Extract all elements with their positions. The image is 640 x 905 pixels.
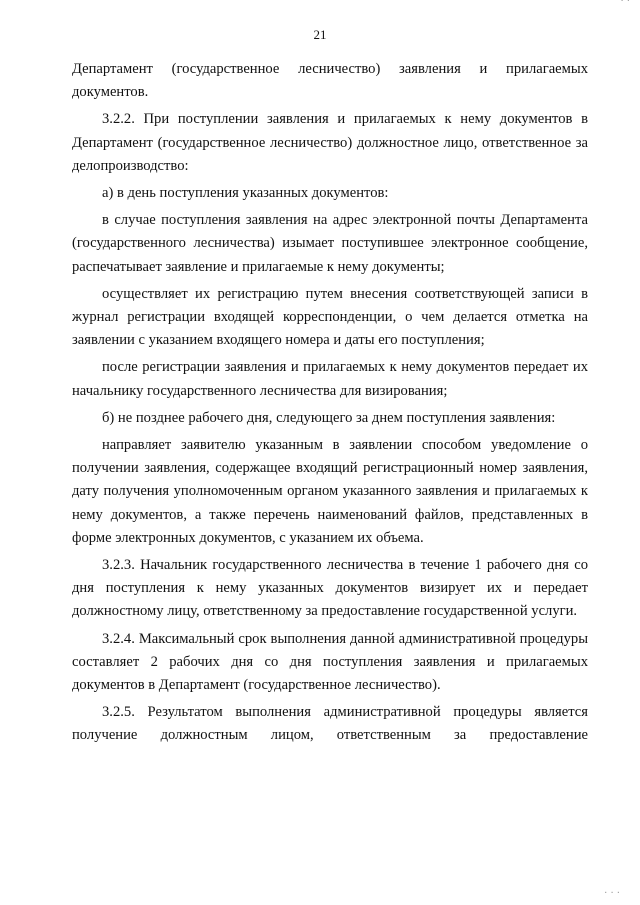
paragraph-3-2-3: 3.2.3. Начальник государственного лесничества в течение 1 рабочего дня со дня поступления к нему указанных документов визирует их и передает должностному лицу, ответственному за предоставление государственной услуги. <box>72 557 588 620</box>
paragraph-3-2-2: 3.2.2. При поступлении заявления и прилагаемых к нему документов в Департамент (государственное лесничество) должностное лицо, ответственное за делопроизводство: <box>72 111 588 174</box>
paragraph-3-2-4: 3.2.4. Максимальный срок выполнения данной административной процедуры составляет 2 рабочих дня со дня поступления заявления и прилагаемых документов в Департамент (государственное лесничество). <box>72 630 588 694</box>
paragraph-3-2-5: 3.2.5. Результатом выполнения административной процедуры является получение должностным лицом, ответственным за предоставление <box>72 704 588 744</box>
paragraph-continuation: Департамент (государственное лесничество) заявления и прилагаемых документов. <box>72 61 588 101</box>
paragraph-item-a: а) в день поступления указанных документов: <box>102 185 389 202</box>
paragraph-email-receipt: в случае поступления заявления на адрес электронной почты Департамента (государственного лесничества) изымает поступившее электронное сообщение, распечатывает заявление и прилагаемые к нему документы; <box>72 212 588 275</box>
paragraph-notification: направляет заявителю указанным в заявлении способом уведомление о получении заявления, содержащее входящий регистрационный номер заявления, дату получения уполномоченным органом указанного заявления и прилагаемых к нему документов, а также перечень наименований файлов, представленных в форме электронных документов, с указанием их объема. <box>72 437 588 546</box>
document-body <box>72 58 588 752</box>
paragraph-transfer-to-head: после регистрации заявления и прилагаемых к нему документов передает их начальнику государственного лесничества для визирования; <box>72 359 588 399</box>
paragraph-registration: осуществляет их регистрацию путем внесения соответствующей записи в журнал регистрации входящей корреспонденции, о чем делается отметка на заявлении с указанием входящего номера и даты его поступления; <box>72 285 588 349</box>
page-number: 21 <box>313 27 327 42</box>
scan-edge-mark-bottom: · · · <box>604 888 620 899</box>
paragraph-item-b: б) не позднее рабочего дня, следующего за днем поступления заявления: <box>102 409 556 426</box>
scan-edge-mark-top: · · <box>620 0 630 7</box>
